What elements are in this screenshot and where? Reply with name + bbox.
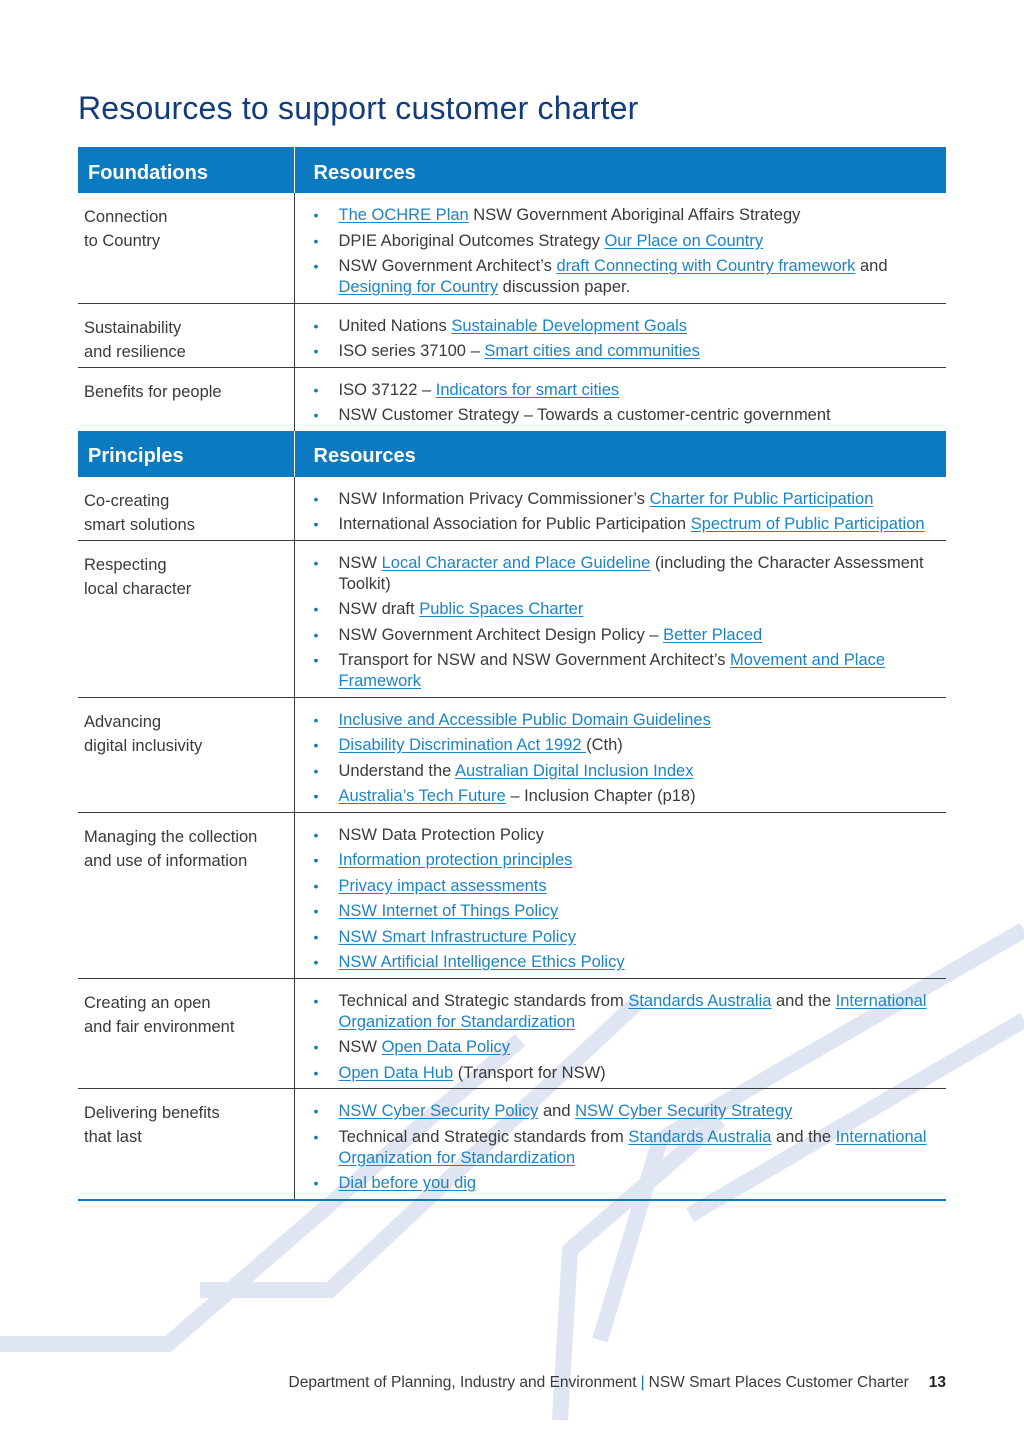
category-label: smart solutions [84,515,195,534]
resource-item [314,1063,937,1084]
resource-item [314,489,937,510]
resource-text: and the [771,991,836,1010]
resource-text: Technical and Strategic standards from [338,991,629,1010]
section-header-resources: Resources [294,147,946,193]
resource-item [314,991,937,1033]
resource-item [314,380,937,401]
resource-item [314,952,937,973]
table-row [78,1089,946,1200]
resource-text: (Transport for NSW) [453,1063,606,1082]
category-cell [78,540,294,697]
category-cell [78,193,294,303]
category-label: Connection [84,208,168,226]
resource-item [314,650,937,692]
resource-item [314,256,937,298]
resource-item [314,1127,937,1169]
resource-link[interactable]: Open Data Hub [338,1063,454,1082]
page-footer [289,1374,947,1392]
resource-text: NSW Government Aboriginal Affairs Strategy [468,206,801,224]
category-cell [78,303,294,367]
category-cell [78,697,294,812]
resource-list [314,380,937,427]
resource-item [314,710,937,731]
category-label: to Country [84,232,161,250]
section-header-row [78,431,946,477]
table-row [78,367,946,431]
resource-list [314,991,937,1084]
resource-text: Technical and Strategic standards from [338,1127,629,1146]
resource-link[interactable]: The OCHRE Plan [338,206,469,224]
resource-list [314,316,937,363]
resource-text: and the [771,1127,836,1146]
resource-link[interactable]: International Organization for Standardization [338,1127,927,1167]
category-cell [78,812,294,978]
resources-cell [294,193,946,303]
resource-text: NSW Government Architect’s [338,257,557,275]
category-label: that last [84,1128,142,1146]
resource-link[interactable]: Sustainable Development Goals [451,316,688,335]
resource-text: NSW Information Privacy Commissioner’s [338,489,650,508]
category-cell [78,1089,294,1200]
resource-item [314,625,937,646]
resource-link[interactable]: Our Place on Country [604,231,764,250]
category-cell [78,978,294,1089]
resource-item [314,205,937,226]
resource-text: NSW Customer Strategy – Towards a customer-centric government [338,406,831,424]
section-header-row [78,147,946,193]
table-row [78,540,946,697]
resource-text: NSW Government Architect Design Policy – [338,625,664,644]
resource-link[interactable]: Indicators for smart cities [435,380,620,399]
resources-cell [294,540,946,697]
resource-text: International Association for Public Participation [338,515,691,533]
resource-item [314,786,937,807]
resource-link[interactable]: Inclusive and Accessible Public Domain Guidelines [338,710,711,729]
resource-link[interactable]: Better Placed [663,625,763,644]
resource-list [314,489,937,536]
resource-text: NSW Data Protection Policy [338,825,544,844]
category-cell [78,367,294,431]
resource-item [314,927,937,948]
resource-item [314,825,937,846]
resource-item [314,231,937,252]
resource-link[interactable]: Smart cities and communities [484,342,700,360]
resource-list [314,1101,937,1194]
resource-text: Transport for NSW and NSW Government Architect’s [338,651,731,669]
resource-list [314,710,937,808]
resource-text: and [538,1102,576,1120]
resource-item [314,735,937,756]
resource-link[interactable]: Australia’s Tech Future [338,787,506,805]
resource-item [314,1037,937,1058]
resource-item [314,599,937,620]
category-label: digital inclusivity [84,736,203,755]
category-cell [78,477,294,541]
resource-link[interactable]: Standards Australia [628,991,772,1010]
section-header-resources: Resources [294,431,946,477]
category-label: and use of information [84,851,248,870]
category-label: Co-creating [84,491,170,510]
category-label: Advancing [84,712,162,731]
resource-link[interactable]: draft Connecting with Country framework [556,257,856,275]
resource-link[interactable]: Charter for Public Participation [649,489,874,508]
resources-cell [294,978,946,1089]
section-header-category: Foundations [78,147,294,193]
resource-item [314,850,937,871]
resource-item [314,316,937,337]
footer-publication: NSW Smart Places Customer Charter [648,1374,909,1391]
resource-link[interactable]: Local Character and Place Guideline [381,553,651,572]
footer-separator: | [640,1374,645,1391]
resources-cell [294,812,946,978]
resource-item [314,405,937,426]
resource-item [314,761,937,782]
resource-list [314,205,937,298]
category-label: Managing the collection [84,827,258,846]
table-row [78,978,946,1089]
resource-item [314,553,937,595]
resource-link[interactable]: Spectrum of Public Participation [690,515,925,533]
resource-link[interactable]: NSW Artificial Intelligence Ethics Policy [338,953,625,971]
resource-link[interactable]: NSW Cyber Security Policy [338,1102,539,1120]
resource-link[interactable]: Australian Digital Inclusion Index [455,761,694,780]
category-label: Delivering benefits [84,1104,220,1122]
table-row [78,303,946,367]
resource-text: United Nations [338,316,452,335]
category-label: and resilience [84,342,186,361]
resource-link[interactable]: Information protection principles [338,851,573,869]
resource-text: NSW [338,1038,382,1056]
resource-item [314,1101,937,1122]
category-label: local character [84,579,192,598]
resource-link[interactable]: Standards Australia [628,1127,772,1146]
resource-text: ISO 37122 – [338,380,436,399]
resource-text: (Cth) [586,736,623,754]
resources-cell [294,367,946,431]
category-label: Sustainability [84,318,182,337]
resource-link[interactable]: Privacy impact assessments [338,876,547,895]
resource-text: – Inclusion Chapter (p18) [505,787,696,805]
resources-cell [294,303,946,367]
resource-link[interactable]: Movement and Place Framework [338,651,886,690]
table-row [78,697,946,812]
resource-link[interactable]: Open Data Policy [381,1038,510,1056]
category-label: Respecting [84,555,167,574]
resource-link[interactable]: Dial before you dig [338,1174,477,1192]
resources-table [78,147,946,1201]
resource-link[interactable]: Disability Discrimination Act 1992 [338,736,587,754]
section-header-category: Principles [78,431,294,477]
category-label: Benefits for people [84,382,222,401]
resource-text: and [855,257,888,275]
footer-department: Department of Planning, Industry and Environment [288,1374,637,1391]
table-row [78,477,946,541]
resource-item [314,341,937,362]
resource-link[interactable]: International Organization for Standardization [338,991,927,1031]
page-title: Resources to support customer charter [78,90,639,126]
resource-text: (including the Character Assessment Toolkit) [338,553,924,593]
resource-text: NSW [338,553,382,572]
resources-cell [294,1089,946,1200]
table-row [78,193,946,303]
resource-link[interactable]: NSW Smart Infrastructure Policy [338,927,576,946]
resource-text: DPIE Aboriginal Outcomes Strategy [338,231,605,250]
resources-cell [294,697,946,812]
category-label: and fair environment [84,1017,235,1036]
resource-text: discussion paper. [498,278,631,296]
resource-list [314,553,937,693]
resource-text: NSW draft [338,600,420,618]
resources-cell [294,477,946,541]
resource-text: ISO series 37100 – [338,342,485,360]
resource-list [314,825,937,974]
category-label: Creating an open [84,993,211,1012]
resource-link[interactable]: NSW Cyber Security Strategy [575,1102,793,1120]
resource-link[interactable]: NSW Internet of Things Policy [338,902,559,920]
resource-text: Understand the [338,761,455,780]
resource-item [314,876,937,897]
table-row [78,812,946,978]
page-number: 13 [928,1374,946,1391]
resource-item [314,1173,937,1194]
resource-link[interactable]: Public Spaces Charter [419,600,584,618]
resource-item [314,514,937,535]
resource-item [314,901,937,922]
resource-link[interactable]: Designing for Country [338,278,499,296]
